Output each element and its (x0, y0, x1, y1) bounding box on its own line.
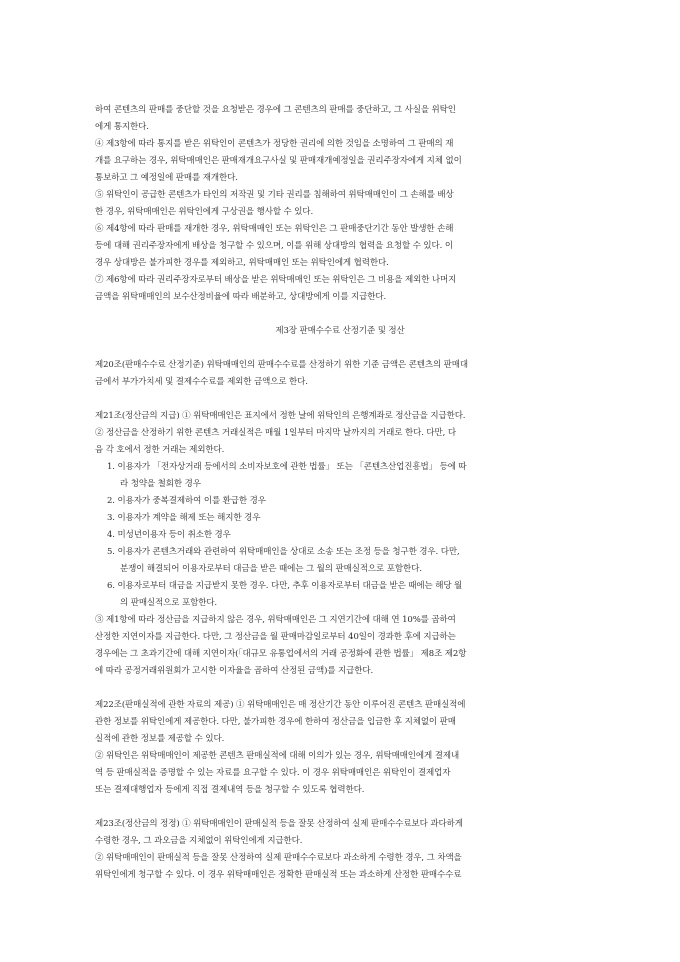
body-line: ⑤ 위탁인이 공급한 콘텐츠가 타인의 저작권 및 기타 권리를 침해하여 위탁매매인이 그 손해를 배상 (95, 190, 454, 200)
body-line: 경우에는 그 초과기간에 대해 지연이자(「대규모 유통업에서의 거래 공정화에 관한 법률」 제8조 제2항 (95, 649, 467, 659)
list-item: 1. 이용자가 「전자상거래 등에서의 소비자보호에 관한 법률」 또는 「콘텐츠산업진흥법」 등에 따 (107, 462, 467, 472)
body-line: 음 각 호에서 정한 거래는 제외한다. (95, 445, 225, 455)
body-line: 개를 요구하는 경우, 위탁매매인은 판매재개요구사실 및 판매재개예정일을 권리주장자에게 지체 없이 (95, 156, 462, 166)
paragraph-gap (95, 799, 585, 816)
list-item-continuation: 의 판매실적으로 포함한다. (120, 598, 218, 608)
article-23-line: 제23조(정산금의 정정) ① 위탁매매인이 판매실적 등을 잘못 산정하여 실제 판매수수료보다 과다하게 (95, 819, 463, 829)
body-line: 위탁인에게 청구할 수 있다. 이 경우 위탁매매인은 정확한 판매실적 또는 과소하게 산정한 판매수수료 (95, 870, 462, 880)
body-line: ④ 제3항에 따라 통지를 받은 위탁인이 콘텐츠가 정당한 권리에 의한 것임을 소명하여 그 판매의 재 (95, 139, 454, 149)
paragraph-gap (95, 391, 585, 408)
body-line: 수령한 경우, 그 과오금을 지체없이 위탁인에게 지급한다. (95, 836, 303, 846)
chapter-heading: 제3장 판매수수료 산정기준 및 정산 (275, 326, 405, 336)
list-item: 4. 미성년이용자 등이 취소한 경우 (107, 530, 231, 540)
document-body (95, 102, 585, 884)
body-line: 에게 통지한다. (95, 122, 149, 132)
article-20-line: 제20조(판매수수료 산정기준) 위탁매매인의 판매수수료를 산정하기 위한 기준 금액은 콘텐츠의 판매대 (95, 360, 469, 370)
body-line: 하여 콘텐츠의 판매를 중단할 것을 요청받은 경우에 그 콘텐츠의 판매를 중단하고, 그 사실을 위탁인 (95, 105, 456, 115)
body-line: ② 위탁매매인이 판매실적 등을 잘못 산정하여 실제 판매수수료보다 과소하게 수령한 경우, 그 차액을 (95, 853, 462, 863)
body-line: 또는 결제대행업자 등에게 직접 결제내역 등을 청구할 수 있도록 협력한다. (95, 785, 365, 795)
body-line: ③ 제1항에 따라 정산금을 지급하지 않은 경우, 위탁매매인은 그 지연기간에 대해 연 10%를 곱하여 (95, 615, 456, 625)
body-line: 통보하고 그 예정일에 판매를 재개한다. (95, 173, 238, 183)
list-item: 5. 이용자가 콘텐츠거래와 관련하여 위탁매매인을 상대로 소송 또는 조정 등을 청구한 경우. 다만, (107, 547, 460, 557)
paragraph-gap (95, 340, 585, 357)
body-line: ⑦ 제6항에 따라 권리주장자로부터 배상을 받은 위탁매매인 또는 위탁인은 그 비용을 제외한 나머지 (95, 275, 457, 285)
body-line: ② 위탁인은 위탁매매인이 제공한 콘텐츠 판매실적에 대해 이의가 있는 경우, 위탁매매인에게 결제내 (95, 751, 460, 761)
body-line: 산정한 지연이자를 지급한다. 다만, 그 정산금을 월 판매마감일로부터 40일이 경과한 후에 지급하는 (95, 632, 456, 642)
body-line: ⑥ 제4항에 따라 판매를 재개한 경우, 위탁매매인 또는 위탁인은 그 판매중단기간 동안 발생한 손해 (95, 224, 454, 234)
list-item-continuation: 라 청약을 철회한 경우 (120, 479, 201, 489)
list-item: 3. 이용자가 계약을 해제 또는 해지한 경우 (107, 513, 261, 523)
body-line: ② 정산금을 산정하기 위한 콘텐츠 거래실적은 매월 1일부터 마지막 날까지의 거래로 한다. 다만, 다 (95, 428, 456, 438)
article-21-line: 제21조(정산금의 지급) ① 위탁매매인은 표지에서 정한 날에 위탁인의 은행계좌로 정산금을 지급한다. (95, 411, 466, 421)
list-item-continuation: 분쟁이 해결되어 이용자로부터 대금을 받은 때에는 그 월의 판매실적으로 포함한다. (120, 564, 422, 574)
paragraph-gap (95, 680, 585, 697)
body-line: 관한 정보를 위탁인에게 제공한다. 다만, 불가피한 경우에 한하여 정산금을 입금한 후 지체없이 판매 (95, 717, 456, 727)
body-line: 금에서 부가가치세 및 결제수수료를 제외한 금액으로 한다. (95, 377, 308, 387)
body-line: 한 경우, 위탁매매인은 위탁인에게 구상권을 행사할 수 있다. (95, 207, 314, 217)
paragraph-gap (95, 306, 585, 323)
list-item: 6. 이용자로부터 대금을 지급받지 못한 경우. 다만, 추후 이용자로부터 대금을 받은 때에는 해당 월 (107, 581, 463, 591)
body-line: 에 따라 공정거래위원회가 고시한 이자율을 곱하여 산정된 금액)를 지급한다. (95, 666, 374, 676)
body-line: 경우 상대방은 불가피한 경우를 제외하고, 위탁매매인 또는 위탁인에게 협력한다. (95, 258, 389, 268)
list-item: 2. 이용자가 중복결제하여 이를 환급한 경우 (107, 496, 266, 506)
body-line: 실적에 관한 정보를 제공할 수 있다. (95, 734, 225, 744)
article-22-line: 제22조(판매실적에 관한 자료의 제공) ① 위탁매매인은 매 정산기간 동안 이루어진 콘텐츠 판매실적에 (95, 700, 466, 710)
body-line: 금액을 위탁매매인의 보수산정비율에 따라 배분하고, 상대방에게 이를 지급한다. (95, 292, 387, 302)
body-line: 역 등 판매실적을 증명할 수 있는 자료를 요구할 수 있다. 이 경우 위탁매매인은 위탁인이 결제업자 (95, 768, 451, 778)
body-line: 등에 대해 권리주장자에게 배상을 청구할 수 있으며, 이를 위해 상대방의 협력을 요청할 수 있다. 이 (95, 241, 453, 251)
